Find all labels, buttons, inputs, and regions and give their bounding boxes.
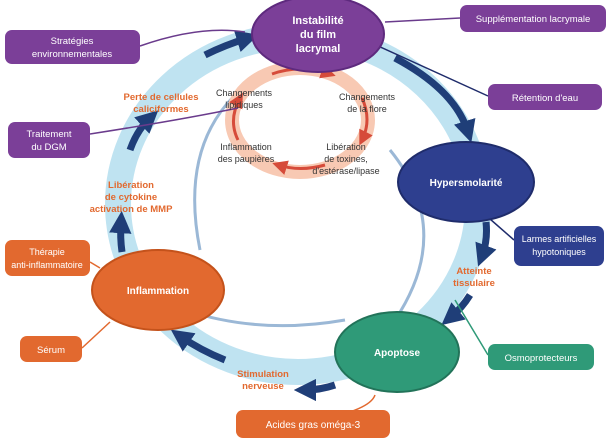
- label-eyelid-line1: Inflammation: [220, 142, 272, 152]
- label-flora-line1: Changements: [338, 92, 396, 102]
- node-hyperosmolarity: [398, 142, 534, 222]
- treatment-anti-inflammatory: [5, 240, 90, 276]
- treatment-artificial-tears: [514, 226, 604, 266]
- label-lipid-line2: lipidiques: [225, 100, 263, 110]
- node-instability-line2: du film: [299, 29, 337, 41]
- label-flora-line2: de la flore: [347, 104, 387, 114]
- label-nerve-line2: nerveuse: [242, 381, 284, 392]
- connector-osmoprotectors: [455, 300, 488, 355]
- treatment-osmoprotectors: [488, 344, 594, 370]
- label-cytokine: [90, 180, 174, 215]
- label-cytokine-line3: activation de MMP: [89, 204, 173, 215]
- cycle-arrow-apoptosis-inflammation-1: [305, 385, 335, 390]
- treatment-environment-line1: Stratégies: [50, 36, 94, 47]
- label-toxins-line3: d'estérase/lipase: [312, 166, 380, 176]
- label-goblet-line1: Perte de cellules: [123, 92, 199, 103]
- label-lipid-line1: Changements: [215, 88, 273, 98]
- label-tissue-line2: tissulaire: [453, 278, 495, 289]
- label-goblet-line2: caliciformes: [133, 104, 189, 115]
- treatment-tears-line2: hypotoniques: [532, 247, 586, 257]
- label-toxins-line1: Libération: [326, 142, 366, 152]
- node-inflammation-label: Inflammation: [126, 286, 190, 297]
- label-toxins-line2: de toxines,: [324, 154, 368, 164]
- node-instability-line1: Instabilité: [292, 15, 344, 27]
- label-toxins: [312, 142, 379, 176]
- connector-anti-inflammatory: [90, 262, 100, 268]
- label-cytokine-line1: Libération: [108, 180, 154, 191]
- treatment-tears-line1: Larmes artificielles: [521, 234, 597, 244]
- cycle-arrow-inflammation-cytokine: [121, 222, 122, 252]
- treatment-serum: [20, 336, 82, 362]
- treatment-supplementation: [460, 5, 606, 32]
- treatment-environment: [5, 30, 140, 64]
- treatment-anti-inflammatory-line2: anti-inflammatoire: [11, 260, 83, 270]
- treatment-retention: [488, 84, 602, 110]
- connector-serum: [82, 322, 110, 348]
- treatment-supplementation-label: Supplémentation lacrymale: [475, 14, 591, 25]
- treatment-omega3-label: Acides gras oméga-3: [265, 420, 361, 431]
- treatment-retention-label: Rétention d'eau: [511, 93, 579, 104]
- label-cytokine-line2: de cytokine: [104, 192, 158, 203]
- treatment-dgm-line1: Traitement: [26, 129, 72, 140]
- label-nerve-line1: Stimulation: [237, 369, 289, 380]
- node-instability: [252, 0, 384, 72]
- connector-supplementation: [385, 18, 460, 22]
- label-eyelid-line2: des paupières: [217, 154, 275, 164]
- label-tissue-line1: Atteinte: [456, 266, 492, 277]
- node-apoptosis-label: Apoptose: [373, 348, 421, 359]
- node-hyperosmolarity-label: Hypersmolarité: [429, 178, 503, 189]
- label-nerve-stimulation: [237, 369, 289, 392]
- treatment-osmoprotectors-label: Osmoprotecteurs: [504, 353, 578, 364]
- treatment-environment-line2: environnementales: [31, 49, 113, 60]
- node-apoptosis: [335, 312, 459, 392]
- treatment-dgm-line2: du DGM: [31, 142, 67, 153]
- node-instability-line3: lacrymal: [295, 43, 341, 55]
- treatment-serum-label: Sérum: [37, 345, 65, 356]
- label-tissue-damage: [453, 266, 495, 289]
- treatment-omega3: [236, 410, 390, 438]
- label-goblet-loss: [124, 92, 199, 115]
- treatment-dgm: [8, 122, 90, 158]
- treatment-anti-inflammatory-line1: Thérapie: [29, 247, 65, 257]
- node-inflammation: [92, 250, 224, 330]
